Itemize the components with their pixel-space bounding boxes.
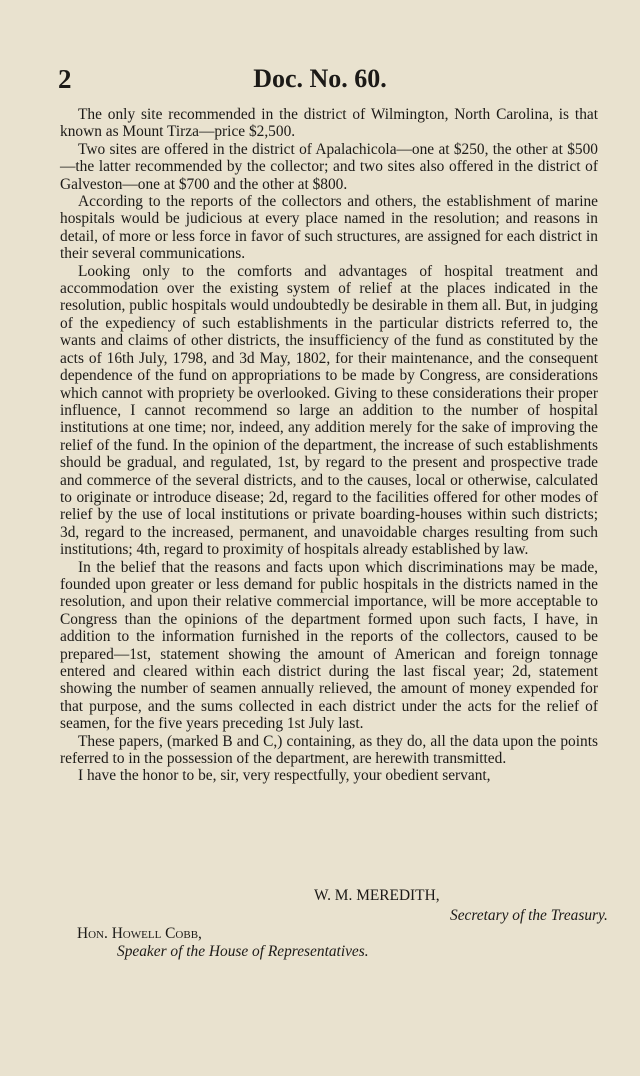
addressee-title: Speaker of the House of Representatives.	[117, 943, 369, 960]
addressee-name: Hon. Howell Cobb,	[77, 925, 202, 942]
paragraph-wilmington: The only site recommended in the district of Wilmington, North Carolina, is that known as Mount Tirza—price $2,500.	[60, 106, 598, 141]
paragraph-reports: According to the reports of the collectors and others, the establishment of marine hospitals would be judicious at every place named in the resolution; and reasons in detail, of more or less force in favor of such structures, are assigned for each district in their several communications.	[60, 193, 598, 263]
paragraph-expediency: Looking only to the comforts and advantages of hospital treatment and accommodation over the existing system of relief at the places indicated in the resolution, public hospitals would undoubtedly be desirable in them all. But, in judging of the expediency of such establishments in the particular districts referred to, the wants and claims of other districts, the insufficiency of the fund as constituted by the acts of 16th July, 1798, and 3d May, 1802, for their maintenance, and the consequent dependence of the fund on appropriations to be made by Congress, are considerations which cannot with propriety be overlooked. Giving to these considerations their proper influence, I cannot recommend so large an addition to the number of hospital institutions at one time; nor, indeed, any addition merely for the sake of improving the relief of the fund. In the opinion of the department, the increase of such establishments should be gradual, and regulated, 1st, by regard to the present and prospective trade and commerce of the several districts, and to the causes, local or otherwise, calculated to originate or introduce disease; 2d, regard to the facilities offered for other modes of relief by the use of local institutions or private boarding-houses within such districts; 3d, regard to the increased, permanent, and unavoidable charges resulting from such institutions; 4th, regard to proximity of hospitals already established by law.	[60, 262, 598, 559]
closing-line: I have the honor to be, sir, very respectfully, your obedient servant,	[78, 767, 491, 785]
document-title: Doc. No. 60.	[253, 64, 387, 93]
letter-body	[60, 106, 598, 785]
page-header	[0, 64, 640, 94]
paragraph-apalachicola: Two sites are offered in the district of Apalachicola—one at $250, the other at $500—the latter recommended by the collector; and two sites also offered in the district of Galveston—one at $700 and the other at $800.	[60, 140, 598, 193]
paragraph-discriminations: In the belief that the reasons and facts upon which discriminations may be made, founded upon greater or less demand for public hospitals in the districts named in the resolution, and upon their relative commercial importance, will be more acceptable to Congress than the opinions of the department formed upon such facts, I have, in addition to the information furnished in the reports of the collectors, caused to be prepared—1st, statement showing the amount of American and foreign tonnage entered and cleared within each district during the last fiscal year; 2d, statement showing the number of seamen annually relieved, the amount of money expended for that purpose, and the sums collected in each district under the acts for the relief of seamen, for the five years preceding 1st July last.	[60, 558, 598, 733]
signature-title: Secretary of the Treasury.	[450, 907, 608, 924]
signature-name: W. M. MEREDITH,	[314, 887, 440, 904]
paragraph-papers: These papers, (marked B and C,) containing, as they do, all the data upon the points referred to in the possession of the department, are herewith transmitted.	[60, 732, 598, 768]
page-number: 2	[58, 64, 72, 94]
